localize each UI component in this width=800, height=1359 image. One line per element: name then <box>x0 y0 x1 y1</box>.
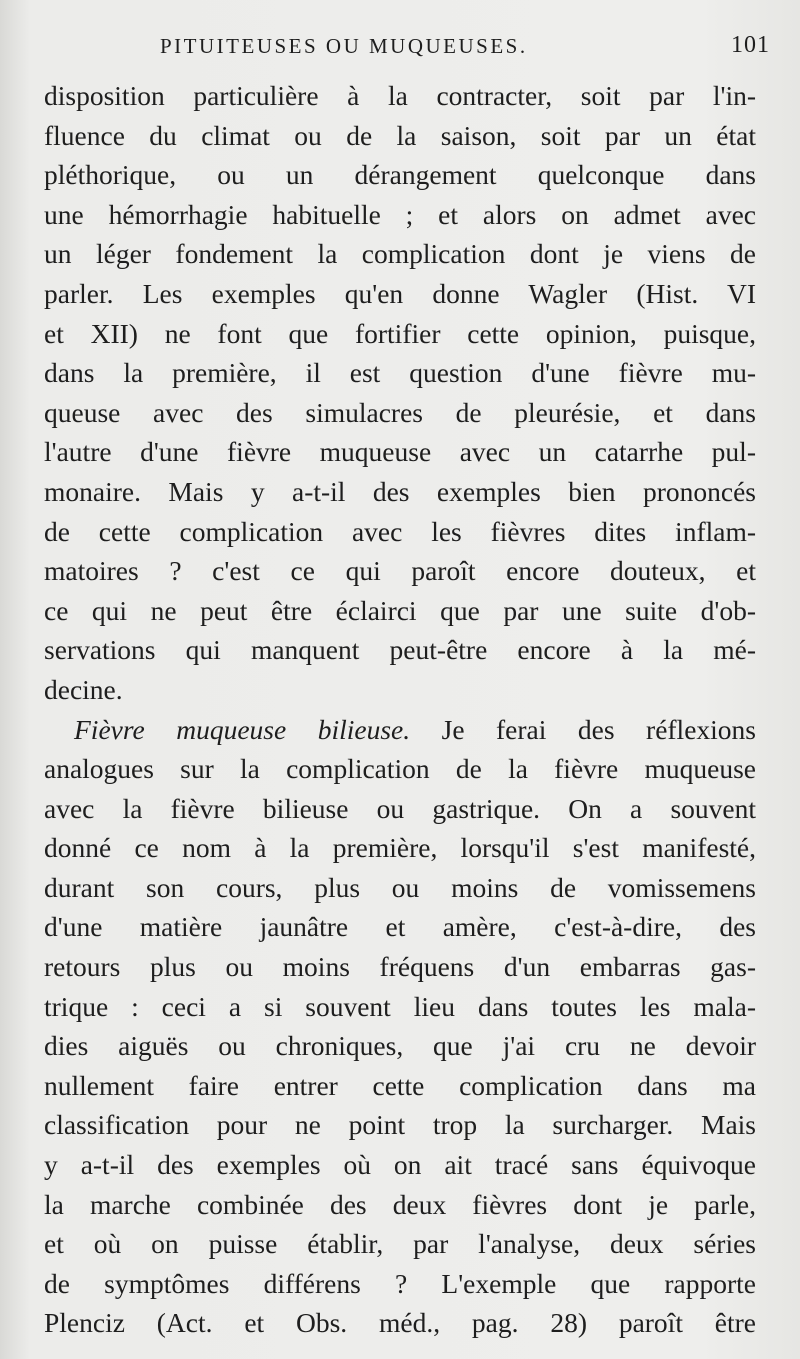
text-line: avec la fièvre bilieuse ou gastrique. On a souvent <box>44 792 756 824</box>
text-line: fluence du climat ou de la saison, soit par un état <box>44 119 756 151</box>
text-line: parler. Les exemples qu'en donne Wagler (Hist. VI <box>44 277 756 309</box>
running-head: PITUITEUSES OU MUQUEUSES. <box>160 34 528 58</box>
text-line: d'une matière jaunâtre et amère, c'est-à-dire, des <box>44 911 756 943</box>
text-line: dies aiguës ou chroniques, que j'ai cru ne devoir <box>44 1030 756 1062</box>
text-line: Plenciz (Act. et Obs. méd., pag. 28) paroît être <box>44 1307 756 1339</box>
page-body <box>44 76 764 1343</box>
text-line: disposition particulière à la contracter, soit par l'in- <box>44 80 756 111</box>
paragraph-first-line <box>44 710 756 750</box>
text-line: dans la première, il est question d'une fièvre mu- <box>44 357 756 389</box>
text-line: queuse avec des simulacres de pleurésie, et dans <box>44 396 756 428</box>
text-line: un léger fondement la complication dont je viens de <box>44 238 756 270</box>
text-line: trique : ceci a si souvent lieu dans toutes les mala- <box>44 990 756 1022</box>
text-line: servations qui manquent peut-être encore à la mé- <box>44 634 756 666</box>
text-line: donné ce nom à la première, lorsqu'il s'est manifesté, <box>44 832 756 864</box>
text-line: durant son cours, plus ou moins de vomissemens <box>44 871 756 903</box>
text-line: la marche combinée des deux fièvres dont je parle, <box>44 1188 756 1220</box>
page-header <box>160 30 770 70</box>
first-line-rest: Je ferai des réflexions <box>410 713 756 745</box>
text-line: classification pour ne point trop la surcharger. Mais <box>44 1109 756 1141</box>
text-line: et XII) ne font que fortifier cette opinion, puisque, <box>44 317 756 349</box>
paragraph-2 <box>44 710 764 1344</box>
page-number: 101 <box>731 32 770 58</box>
text-line: de symptômes différens ? L'exemple que rapporte <box>44 1267 756 1299</box>
text-line: retours plus ou moins fréquens d'un embarras gas- <box>44 951 756 983</box>
text-line: pléthorique, ou un dérangement quelconque dans <box>44 159 756 191</box>
paragraph-1 <box>44 76 764 710</box>
text-line: l'autre d'une fièvre muqueuse avec un catarrhe pul- <box>44 436 756 468</box>
text-line: monaire. Mais y a-t-il des exemples bien prononcés <box>44 475 756 507</box>
text-line: une hémorrhagie habituelle ; et alors on admet avec <box>44 198 756 230</box>
text-line: de cette complication avec les fièvres dites inflam- <box>44 515 756 547</box>
text-line: ce qui ne peut être éclairci que par une suite d'ob- <box>44 594 756 626</box>
text-line: y a-t-il des exemples où on ait tracé sans équivoque <box>44 1149 756 1181</box>
text-line: et où on puisse établir, par l'analyse, deux séries <box>44 1228 756 1260</box>
text-line: nullement faire entrer cette complication dans ma <box>44 1069 756 1101</box>
section-lead: Fièvre muqueuse bilieuse. <box>74 713 411 745</box>
text-line: matoires ? c'est ce qui paroît encore douteux, et <box>44 555 756 587</box>
text-line: analogues sur la complication de la fièvre muqueuse <box>44 753 756 785</box>
text-line: decine. <box>44 673 123 705</box>
